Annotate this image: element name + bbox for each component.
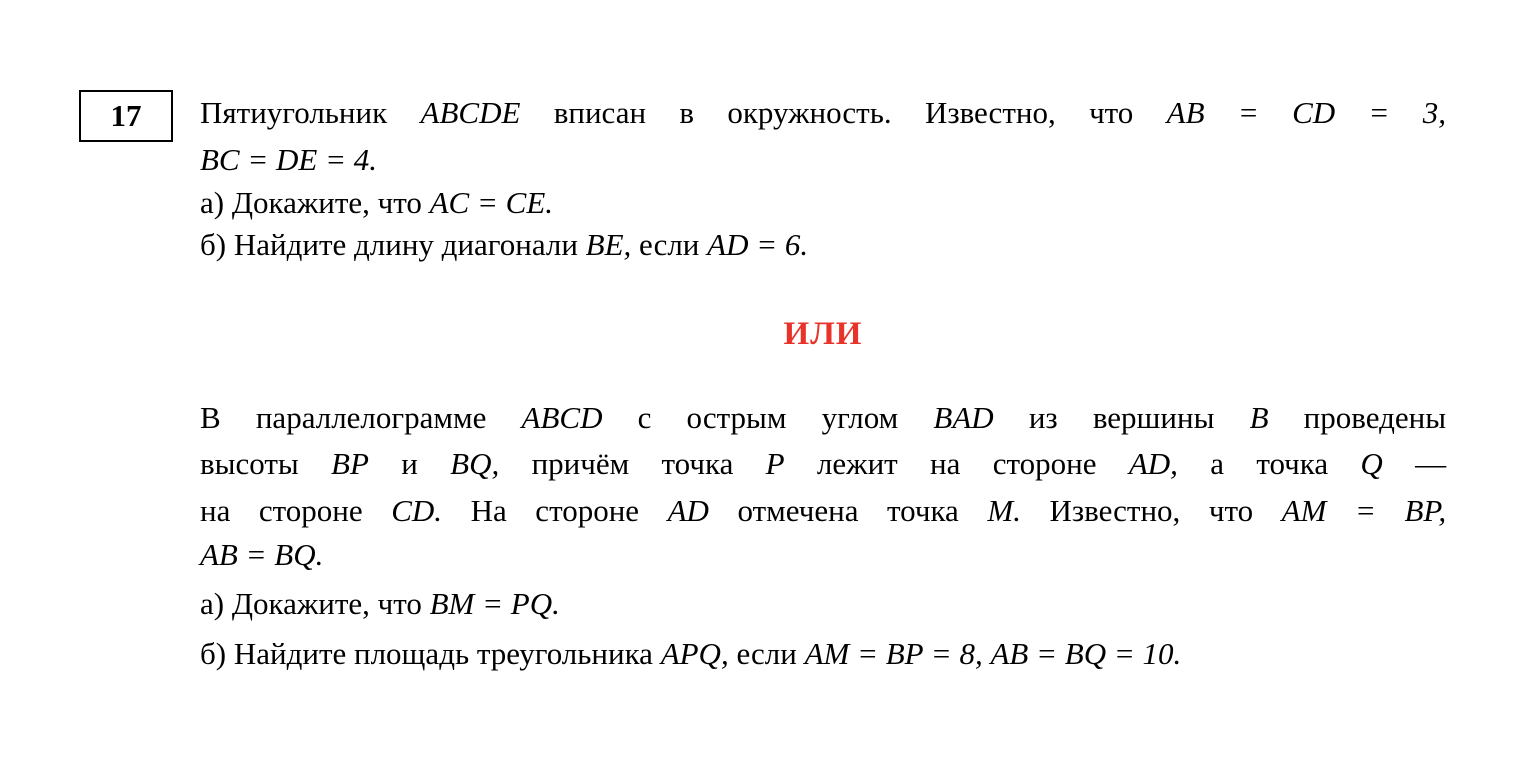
variant2-part-b xyxy=(200,634,1446,674)
word: что xyxy=(1208,493,1254,528)
word: отмечена xyxy=(737,493,859,528)
math-expression: B xyxy=(1249,400,1269,435)
word: Известно, xyxy=(1049,493,1181,528)
word: вписан xyxy=(553,95,647,130)
word: острым xyxy=(686,400,787,435)
word: причём xyxy=(531,446,630,481)
word: из xyxy=(1028,400,1058,435)
math-expression: Q xyxy=(1360,446,1383,481)
word: на xyxy=(930,446,961,481)
variant2-line4 xyxy=(200,535,1446,575)
math-expression: CD. xyxy=(391,493,443,528)
variant1-condition-bc-de: BC = DE = 4. xyxy=(200,142,378,177)
word: На стороне xyxy=(470,493,640,528)
math-expression: AD, xyxy=(1128,446,1178,481)
variant2-part-a-text: а) Докажите, что xyxy=(200,586,422,621)
variant1-line2 xyxy=(200,140,1446,180)
word: и xyxy=(401,446,418,481)
word: точка xyxy=(661,446,734,481)
word: — xyxy=(1415,446,1447,481)
variant2-line2 xyxy=(200,444,1446,484)
or-separator: ИЛИ xyxy=(783,316,863,352)
variant1-line1 xyxy=(200,93,1446,133)
word: с xyxy=(637,400,652,435)
word: высоты xyxy=(200,446,299,481)
word: В xyxy=(200,400,221,435)
word: Известно, xyxy=(924,95,1056,130)
word: точка xyxy=(1256,446,1329,481)
word: лежит xyxy=(816,446,898,481)
math-expression: AB = CD = 3, xyxy=(1166,95,1447,130)
math-expression: BP xyxy=(331,446,369,481)
math-expression: ABCD xyxy=(521,400,603,435)
word: Пятиугольник xyxy=(200,95,388,130)
math-expression: P xyxy=(765,446,785,481)
math-expression: BQ, xyxy=(450,446,500,481)
word: параллелограмме xyxy=(255,400,487,435)
variant2-part-b-math-ab: AB = BQ = 10. xyxy=(990,636,1182,671)
word: в xyxy=(679,95,695,130)
task-number: 17 xyxy=(110,98,142,133)
variant2-part-b-if: если xyxy=(736,636,797,671)
word: окружность. xyxy=(727,95,892,130)
word: углом xyxy=(821,400,899,435)
variant1-part-b-if: если xyxy=(639,227,700,262)
variant1-part-b-math-ad: AD = 6. xyxy=(707,227,809,262)
variant1-part-b-text: б) Найдите длину диагонали xyxy=(200,227,578,262)
math-expression: BAD xyxy=(933,400,994,435)
variant2-part-b-text: б) Найдите площадь треугольника xyxy=(200,636,653,671)
word: проведены xyxy=(1303,400,1447,435)
variant2-part-a xyxy=(200,584,1446,624)
variant2-condition-ab-bq: AB = BQ. xyxy=(200,537,324,572)
variant1-part-b-math-be: BE, xyxy=(585,227,632,262)
variant1-part-a-text: а) Докажите, что xyxy=(200,185,422,220)
variant2-line3 xyxy=(200,491,1446,531)
task-number-box xyxy=(79,90,173,142)
variant1-part-a xyxy=(200,183,1446,223)
variant2-part-b-math-am: AM = BP = 8, xyxy=(804,636,983,671)
variant2-part-b-math-apq: APQ, xyxy=(660,636,729,671)
math-expression: AD xyxy=(667,493,709,528)
variant2-line1 xyxy=(200,398,1446,438)
word: а xyxy=(1210,446,1224,481)
variant1-part-a-math: AC = CE. xyxy=(429,185,554,220)
math-expression: M. xyxy=(987,493,1021,528)
word: стороне xyxy=(992,446,1097,481)
math-expression: AM = BP, xyxy=(1281,493,1447,528)
word: на стороне xyxy=(200,493,363,528)
word: что xyxy=(1089,95,1134,130)
variant1-part-b xyxy=(200,225,1446,265)
variant2-part-a-math: BM = PQ. xyxy=(429,586,560,621)
math-expression: ABCDE xyxy=(420,95,521,130)
word: вершины xyxy=(1092,400,1215,435)
word: точка xyxy=(887,493,959,528)
